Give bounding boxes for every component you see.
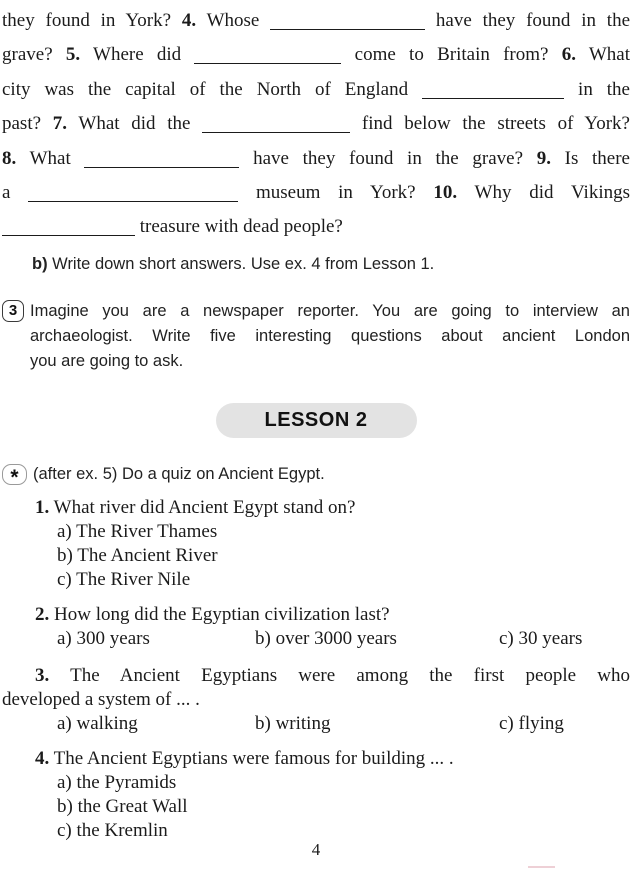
quiz-questions bbox=[2, 496, 630, 844]
asterisk-icon: * bbox=[10, 466, 19, 485]
lesson-2-heading: LESSON 2 bbox=[216, 403, 417, 438]
question-text bbox=[2, 747, 630, 771]
quiz-question-3 bbox=[2, 664, 630, 737]
answer-options-row bbox=[2, 712, 630, 736]
task-b-label: b) bbox=[32, 254, 48, 273]
page-number: 4 bbox=[311, 840, 321, 859]
fill-in-blank bbox=[270, 24, 425, 30]
exercise-3-line: you are going to ask. bbox=[30, 351, 184, 370]
fill-in-questions-paragraph bbox=[2, 4, 630, 245]
lesson-heading-row bbox=[2, 403, 630, 438]
fill-in-blank bbox=[2, 230, 135, 236]
answer-option: b) writing bbox=[255, 713, 331, 735]
question-line: grave? 5. Where did come to Britain from? 6. What bbox=[2, 44, 630, 66]
question-line: treasure with dead people? bbox=[2, 210, 630, 244]
fill-in-blank bbox=[202, 127, 350, 133]
answer-option: b) The Ancient River bbox=[57, 545, 218, 567]
question-line: 8. What have they found in the grave? 9. Is there bbox=[2, 147, 630, 169]
answer-option: b) over 3000 years bbox=[255, 627, 397, 649]
exercise-3-line: archaeologist. Write five interesting questions about ancient London bbox=[30, 326, 630, 345]
answer-option: a) walking bbox=[57, 713, 138, 735]
question-line: past? 7. What did the find below the streets of York? bbox=[2, 113, 630, 135]
quiz-task bbox=[2, 463, 630, 485]
question-text bbox=[2, 664, 630, 688]
question-body: The Ancient Egyptians were famous for building ... . bbox=[53, 747, 454, 769]
scan-artifact-line bbox=[528, 866, 555, 868]
exercise-3 bbox=[2, 299, 630, 374]
question-body: How long did the Egyptian civilization last? bbox=[54, 603, 390, 625]
question-body: What river did Ancient Egypt stand on? bbox=[53, 496, 356, 518]
fill-in-blank bbox=[422, 93, 564, 99]
question-line: they found in York? 4. Whose have they found in the bbox=[2, 10, 630, 31]
question-text bbox=[2, 603, 630, 627]
quiz-question-4 bbox=[2, 747, 630, 844]
star-badge bbox=[2, 464, 27, 485]
answer-option: c) the Kremlin bbox=[57, 820, 168, 842]
exercise-3-text bbox=[30, 299, 630, 374]
question-number: 1. bbox=[35, 496, 50, 518]
question-text-continued: developed a system of ... . bbox=[2, 689, 200, 711]
quiz-question-1 bbox=[2, 496, 630, 593]
exercise-3-line: Imagine you are a newspaper reporter. You are going to interview an bbox=[30, 301, 630, 320]
fill-in-blank bbox=[84, 162, 239, 168]
quiz-question-2 bbox=[2, 603, 630, 651]
answer-option: c) flying bbox=[499, 713, 564, 735]
task-b-text: Write down short answers. Use ex. 4 from Lesson 1. bbox=[47, 254, 435, 273]
question-line: city was the capital of the North of England in the bbox=[2, 78, 630, 100]
answer-option: b) the Great Wall bbox=[57, 796, 188, 818]
answer-option: a) the Pyramids bbox=[57, 771, 177, 793]
answer-option: a) 300 years bbox=[57, 627, 150, 649]
fill-in-blank bbox=[28, 196, 238, 202]
task-b-instruction bbox=[2, 253, 630, 275]
question-line: a museum in York? 10. Why did Vikings bbox=[2, 182, 630, 204]
answer-options-row bbox=[2, 627, 630, 651]
quiz-instruction: (after ex. 5) Do a quiz on Ancient Egypt. bbox=[33, 464, 325, 483]
question-number: 3. bbox=[35, 665, 50, 687]
exercise-number-badge: 3 bbox=[2, 300, 24, 322]
fill-in-blank bbox=[194, 58, 341, 64]
question-number: 2. bbox=[35, 603, 50, 625]
answer-option: c) The River Nile bbox=[57, 569, 191, 591]
answer-option: c) 30 years bbox=[499, 627, 583, 649]
question-text bbox=[2, 496, 630, 520]
answer-option: a) The River Thames bbox=[57, 521, 218, 543]
question-body: The Ancient Egyptians were among the first people who bbox=[70, 665, 630, 687]
question-number: 4. bbox=[35, 747, 50, 769]
